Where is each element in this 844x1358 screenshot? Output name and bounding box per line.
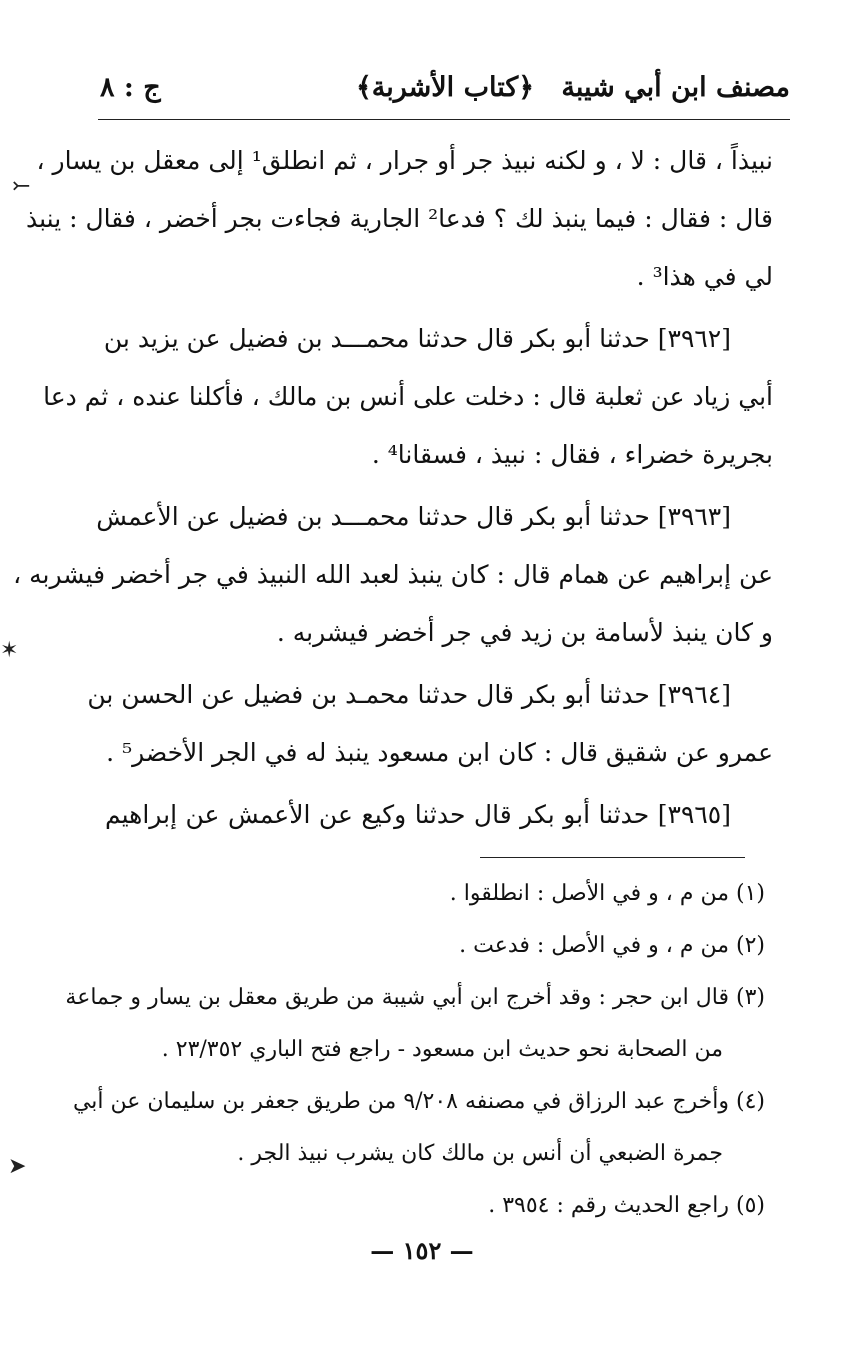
- footnotes: [65, 868, 765, 1232]
- margin-mark-icon: ✶: [0, 638, 19, 663]
- main-text: [13, 132, 773, 844]
- header-work-title: مصنف ابن أبي شيبة: [561, 72, 790, 103]
- footnote-3-cont: من الصحابة نحو حديث ابن مسعود - راجع فتح الباري ٢٣/٣٥٢ .: [161, 1037, 723, 1062]
- header-book-title: ﴿كتاب الأشربة﴾: [355, 72, 535, 103]
- footnote-3: (٣) قال ابن حجر : وقد أخرج ابن أبي شيبة من طريق معقل بن يسار و جماعة: [65, 985, 765, 1010]
- margin-mark-icon: ⤚: [12, 174, 31, 199]
- footnote-1: (١) من م ، و في الأصل : انطلقوا .: [449, 881, 765, 906]
- running-header: [100, 66, 790, 112]
- hadith-3962-line: [٣٩٦٢] حدثنا أبو بكر قال حدثنا محمـــد بن فضيل عن يزيد بن: [103, 324, 731, 353]
- text-line: بجريرة خضراء ، فقال : نبيذ ، فسقانا⁴ .: [371, 440, 773, 469]
- text-line: و كان ينبذ لأسامة بن زيد في جر أخضر فيشربه .: [276, 618, 773, 647]
- footnote-4: (٤) وأخرج عبد الرزاق في مصنفه ٩/٢٠٨ من طريق جعفر بن سليمان عن أبي: [72, 1089, 765, 1114]
- hadith-3965-line: [٣٩٦٥] حدثنا أبو بكر قال حدثنا وكيع عن الأعمش عن إبراهيم: [105, 800, 731, 829]
- header-volume: ج : ٨: [100, 72, 161, 103]
- header-rule: [98, 119, 790, 120]
- text-line: لي في هذا³ .: [636, 262, 773, 291]
- footnote-4-cont: جمرة الضبعي أن أنس بن مالك كان يشرب نبيذ الجر .: [237, 1141, 723, 1166]
- footnote-rule: [480, 857, 745, 858]
- text-line: أبي زياد عن ثعلبة قال : دخلت على أنس بن مالك ، فأكلنا عنده ، ثم دعا: [43, 382, 773, 411]
- text-line: عمرو عن شقيق قال : كان ابن مسعود ينبذ له في الجر الأخضر⁵ .: [106, 738, 773, 767]
- text-line: نبيذاً ، قال : لا ، و لكنه نبيذ جر أو جرار ، ثم انطلق¹ إلى معقل بن يسار ،: [36, 146, 773, 175]
- page-number: — ١٥٢ —: [370, 1236, 474, 1265]
- text-line: قال : فقال : فيما ينبذ لك ؟ فدعا² الجارية فجاءت بجر أخضر ، فقال : ينبذ: [26, 204, 773, 233]
- margin-mark-icon: ➤: [8, 1154, 27, 1179]
- hadith-3964-line: [٣٩٦٤] حدثنا أبو بكر قال حدثنا محمـد بن فضيل عن الحسن بن: [87, 680, 731, 709]
- hadith-3963-line: [٣٩٦٣] حدثنا أبو بكر قال حدثنا محمـــد بن فضيل عن الأعمش: [96, 502, 731, 531]
- footnote-2: (٢) من م ، و في الأصل : فدعت .: [459, 933, 765, 958]
- footnote-5: (٥) راجع الحديث رقم : ٣٩٥٤ .: [488, 1193, 765, 1218]
- text-line: عن إبراهيم عن همام قال : كان ينبذ لعبد الله النبيذ في جر أخضر فيشربه ،: [13, 560, 773, 589]
